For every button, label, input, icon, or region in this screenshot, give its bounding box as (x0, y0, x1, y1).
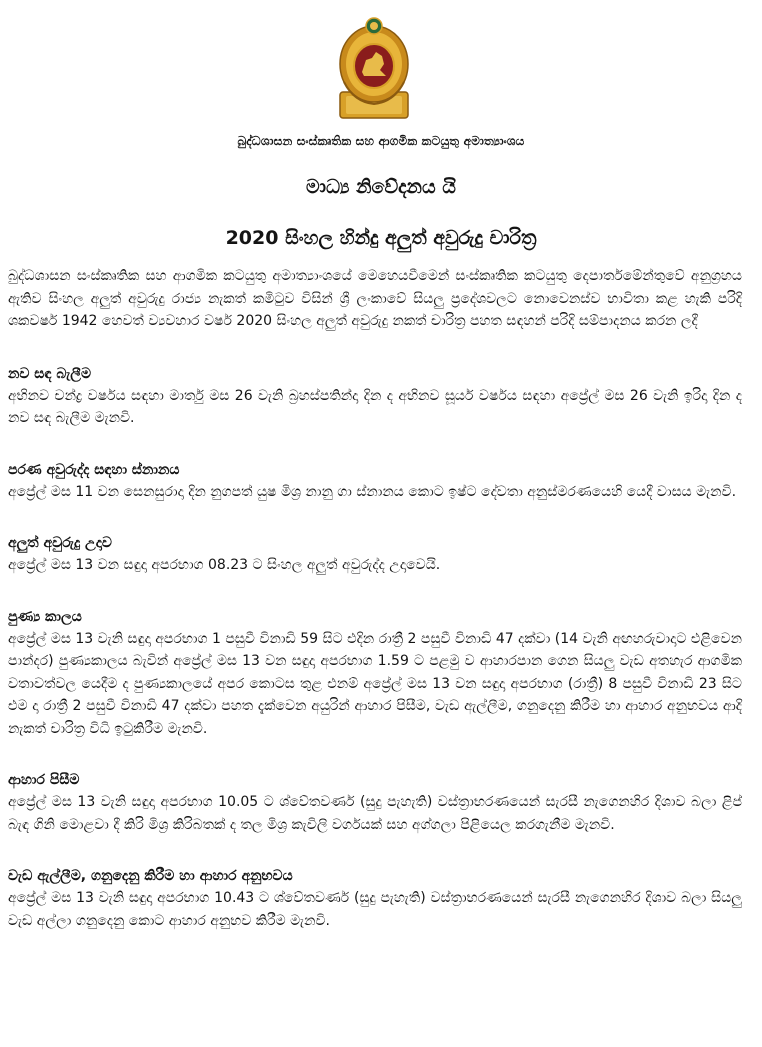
section-body: අප්‍රේල් මස 13 වැනි සඳුදා අපරභාග 10.43 ට ශ්වේතවර්ණ (සුදු පැහැති) වස්ත්‍රාභරණයෙන් සැරසී නැගෙනහිර දිශාව බලා සියලු වැඩ අල්ලා ගනුදෙනු කොට ආහාර අනුභව කිරීම මැනවි. (8, 890, 742, 929)
section-dawn (8, 532, 742, 577)
section-work-transactions (8, 865, 742, 932)
section-cooking (8, 769, 742, 836)
section-heading: වැඩ ඇල්ලීම, ගනුදෙනු කිරීම හා ආහාර අනුභවය (8, 868, 293, 884)
national-emblem-icon (336, 12, 412, 124)
ministry-name: බුද්ධශාසන සංස්කෘතික සහ ආගමික කටයුතු අමාත්‍යාංශය (237, 134, 525, 148)
section-bathing (8, 459, 742, 504)
section-heading: නව සඳ බැලීම (8, 365, 92, 382)
section-body: අභිනව චන්ද්‍ර වර්ෂය සඳහා මාර්තු මස 26 වැනි බ්‍රහස්පතින්දා දින ද අභිනව සූර්ය වර්ෂය සඳහා අප්‍රේල් මස 26 වැනි ඉරිදා දින ද නව සඳ බැලීම මැනවි. (8, 387, 742, 426)
section-body: අප්‍රේල් මස 13 වැනි සඳුදා අපරභාග 10.05 ට ශ්වේතවර්ණ (සුදු පැහැති) වස්ත්‍රාභරණයෙන් සැරසී නැගෙනහිර දිශාව බලා ළිප් බැඳ ගිනි මොළවා දී කිරි මිශ්‍ර කිරිබතක් ද තල මිශ්‍ර කැවිලි වර්ගයක් සහ අග්ගලා පිළියෙල කරගැනීම මැනවි. (8, 794, 742, 833)
section-heading: ආහාර පිසීම (8, 772, 80, 788)
section-heading: අලුත් අවුරුදු උදාව (8, 535, 112, 551)
section-punya-kalaya (8, 606, 742, 741)
section-heading: පරණ අවුරුද්ද සඳහා ස්නානය (8, 461, 180, 478)
document-body (8, 265, 742, 961)
section-heading: පුණ්‍ය කාලය (8, 608, 82, 625)
section-body: අප්‍රේල් මස 11 වන සෙනසුරාදා දින නුගපත් යුෂ මිශ්‍ර නානු ගා ස්නානය කොට ඉෂ්ට දේවතා අනුස්මරණයෙහි යෙදී වාසය මැනවි. (8, 483, 737, 500)
section-body: අප්‍රේල් මස 13 වැනි සඳුදා අපරභාග 1 පසුවී විනාඩි 59 සිට එදින රාත්‍රී 2 පසුවී විනාඩි 47 දක්වා (14 වැනි අඟහරුවාදාට එළිවෙන පාන්දර) පුණ්‍යකාලය බැවින් අප්‍රේල් මස 13 වන සඳුදා අපරභාග 1.59 ට පළමු ව ආහාරපාන ගෙන සියලු වැඩ අතහැර ආගමික වතාවත්වල යෙදීම ද පුණ්‍යකාලයේ අපර කොටස තුළ එනම් අප්‍රේල් මස 13 වන සඳුදා අපරභාග (රාත්‍රී) 8 පසුවී විනාඩි 23 සිට එම දා රාත්‍රී 2 පසුවී විනාඩි 47 දක්වා පහත දැක්වෙන අයුරින් ආහාර පිසීම, වැඩ ඇල්ලීම, ගනුදෙනු කිරීම හා ආහාර අනුභවය ආදි නැකත් චාරිත්‍ර විධි ඉටුකිරීම මැනවි. (8, 630, 742, 737)
intro-paragraph: බුද්ධශාසන සංස්කෘතික සහ ආගමික කටයුතු අමාත්‍යාංශයේ මෙහෙයවීමෙන් සංස්කෘතික කටයුතු දෙපාර්තමේන්තුවේ අනුග්‍රහය ඇතිව සිංහල අලුත් අවුරුදු රාජ්‍ය නැකත් කමිටුව විසින් ශ්‍රී ලංකාවේ සියලු ප්‍රදේශවලට නොවෙනස්ව භාවිතා කළ හැකි පරිදි ශකවර්ෂ 1942 හෙවත් ව්‍යවහාර වර්ෂ 2020 සිංහල අලුත් අවුරුදු නකත් චාරිත්‍ර පහත සඳහන් පරිදි සම්පාදනය කරන ලදී (8, 268, 742, 329)
page-subtitle: 2020 සිංහල හින්දු අලුත් අවුරුදු චාරිත්‍ර (225, 227, 537, 249)
page-title: මාධ්‍ය නිවේදනය යි (306, 176, 456, 198)
section-body: අප්‍රේල් මස 13 වන සඳුදා අපරභාග 08.23 ට සිංහල අලුත් අවුරුද්ද උදාවෙයි. (8, 557, 441, 573)
section-new-moon (8, 363, 742, 430)
